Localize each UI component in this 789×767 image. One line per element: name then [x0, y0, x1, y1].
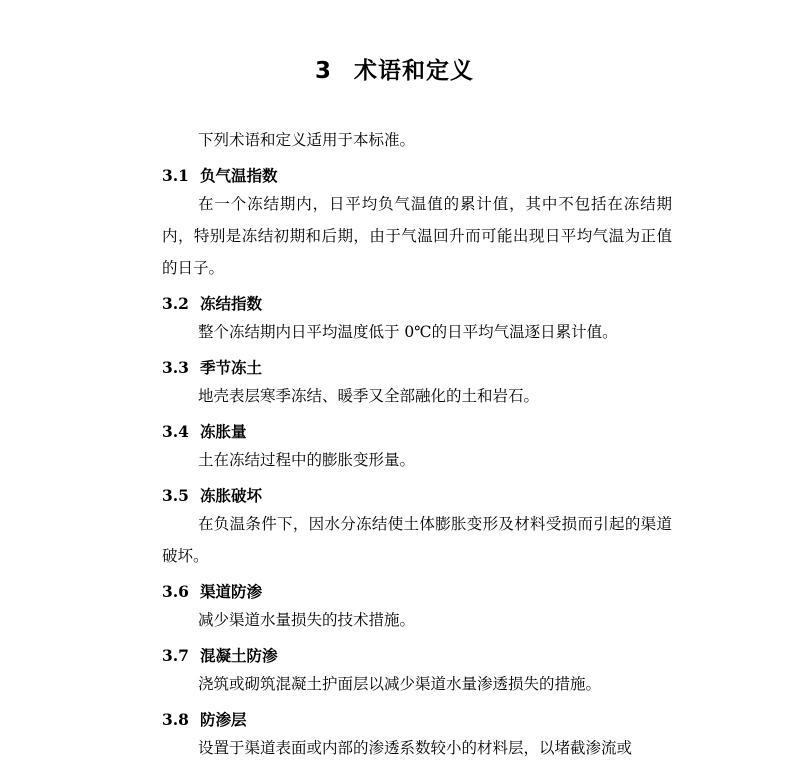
term-definition-3-4: 土在冻结过程中的膨胀变形量。	[198, 451, 416, 469]
term-definition-3-5: 在负温条件下，因水分冻结使土体膨胀变形及材料受损而引起的渠道破坏。	[162, 515, 672, 565]
term-heading-3-5	[162, 484, 262, 506]
term-name: 冻结指数	[200, 295, 263, 313]
term-name: 季节冻土	[200, 359, 263, 377]
term-heading-3-6	[162, 580, 262, 602]
term-name: 渠道防渗	[200, 583, 263, 601]
chapter-number: 3	[314, 58, 332, 84]
term-name: 混凝土防渗	[200, 647, 278, 665]
term-heading-3-4	[162, 420, 247, 442]
term-heading-3-3	[162, 356, 262, 378]
term-name: 防渗层	[200, 711, 247, 729]
term-number: 3.7	[162, 646, 189, 665]
chapter-title	[0, 52, 789, 85]
term-definition-3-3: 地壳表层寒季冻结、暖季又全部融化的土和岩石。	[198, 387, 540, 405]
term-name: 冻胀量	[200, 423, 247, 441]
term-definition-3-6: 减少渠道水量损失的技术措施。	[198, 611, 416, 629]
term-definition-3-8: 设置于渠道表面或内部的渗透系数较小的材料层，以堵截渗流或	[198, 739, 633, 757]
term-number: 3.5	[162, 486, 189, 505]
intro-paragraph: 下列术语和定义适用于本标准。	[198, 131, 416, 149]
term-number: 3.8	[162, 710, 189, 729]
term-number: 3.4	[162, 422, 189, 441]
term-name: 负气温指数	[200, 167, 278, 185]
term-heading-3-1	[162, 164, 278, 186]
term-number: 3.1	[162, 166, 189, 185]
term-number: 3.6	[162, 582, 189, 601]
term-heading-3-2	[162, 292, 262, 314]
term-heading-3-8	[162, 708, 247, 730]
term-name: 冻胀破坏	[200, 487, 263, 505]
term-definition-3-7: 浇筑或砌筑混凝土护面层以减少渠道水量渗透损失的措施。	[198, 675, 602, 693]
term-definition-3-1: 在一个冻结期内，日平均负气温值的累计值，其中不包括在冻结期内，特别是冻结初期和后期，由于气温回升而可能出现日平均气温为正值的日子。	[162, 195, 672, 277]
chapter-title-text: 术语和定义	[354, 58, 474, 84]
term-definition-3-2: 整个冻结期内日平均温度低于 0℃的日平均气温逐日累计值。	[198, 323, 618, 341]
term-heading-3-7	[162, 644, 278, 666]
term-number: 3.3	[162, 358, 189, 377]
term-number: 3.2	[162, 294, 189, 313]
